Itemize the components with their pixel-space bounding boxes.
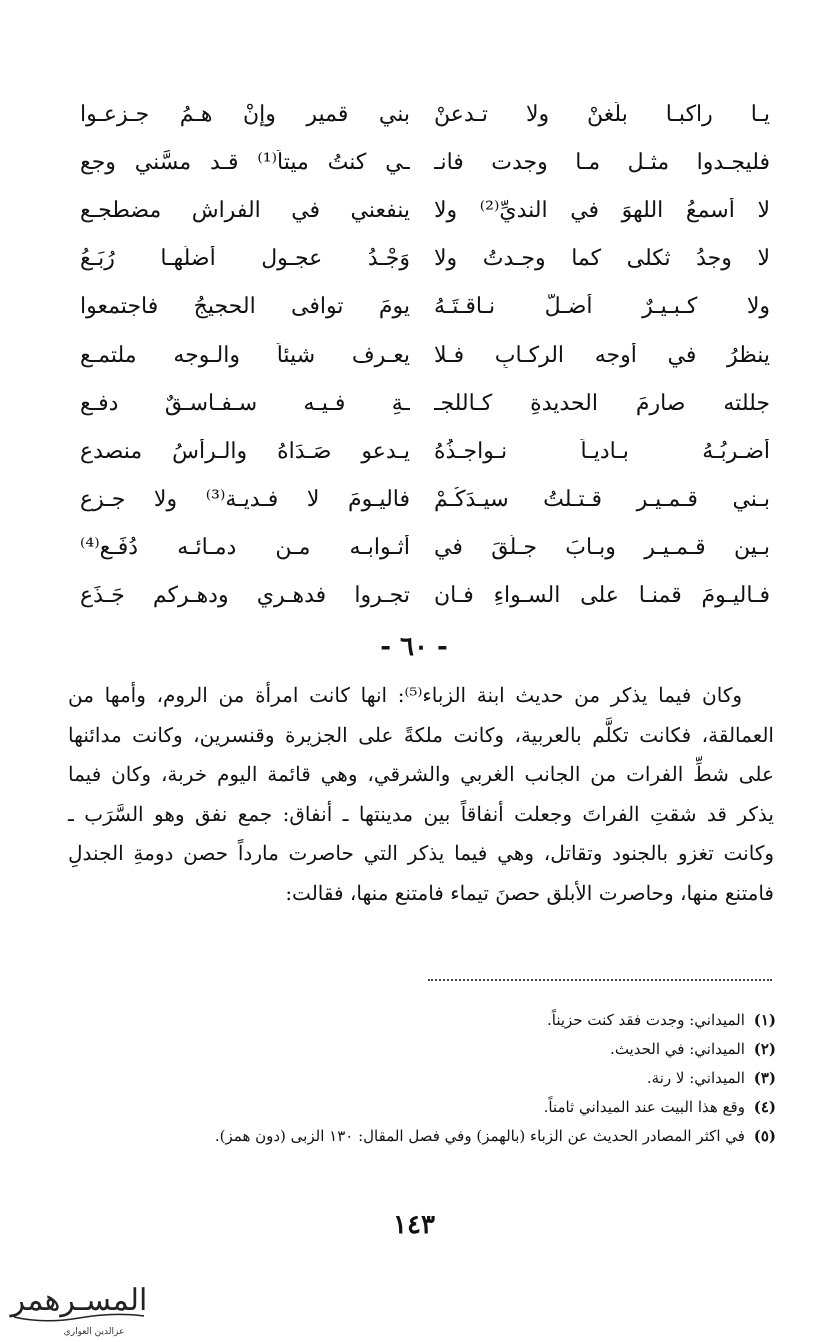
verse-second-hemistich: يـدعو صَـدَاهُ والـرأسُ منصدع — [80, 438, 410, 464]
logo-text: المسـرهمر — [10, 1283, 148, 1318]
footnote-text: في اكثر المصادر الحديث عن الزباء (بالهمز) وفي فصل المقال: ١٣٠ الزبى (دون همز). — [214, 1127, 745, 1145]
footnotes — [76, 1006, 776, 1151]
footnote — [76, 1064, 776, 1093]
footnote-number: (٣) — [753, 1069, 776, 1087]
footnote-number: (١) — [753, 1011, 776, 1029]
footnote-divider — [428, 979, 772, 981]
verse-second-hemistich: يعـرف شيئاً والـوجه ملتمـع — [80, 342, 410, 368]
poem-verse — [80, 138, 770, 186]
verse-second-hemistich: يومَ توافى الحجيجُ فاجتمعوا — [80, 294, 410, 320]
verse-second-hemistich: ـي كنتُ ميتاً⁽¹⁾ قـد مسَّني وجع — [80, 149, 410, 175]
poem-verse — [80, 331, 770, 379]
page-number: ١٤٣ — [393, 1210, 435, 1240]
verse-second-hemistich: بني قمير وإنْ هـمُ جـزعـوا — [80, 101, 410, 127]
footnote — [76, 1035, 776, 1064]
footnote — [76, 1006, 776, 1035]
poem-verse — [80, 476, 770, 524]
verse-first-hemistich: لا أسمعُ اللهوَ في النديِّ⁽²⁾ ولا — [434, 197, 770, 223]
logo-subtext: عزالدين العواري — [63, 1327, 125, 1337]
verse-first-hemistich: فليجـدوا مثـل مـا وجدت فانـ — [434, 149, 770, 175]
section-number: - ٦٠ - — [380, 632, 448, 662]
verse-first-hemistich: بـين قـمـيـر وبـابَ جـلَّقَ في — [434, 535, 770, 561]
verse-first-hemistich: أضـربُـهُ بـاديـاً نـواجـذُهُ — [434, 438, 770, 464]
prose-text: وكان فيما يذكر من حديث ابنة الزباء⁽⁵⁾: انها كانت امرأة من الروم، وأمها من العمالقة، فكانت تكلَّم بالعربية، وكانت ملكةً على الجزيرة وقنسرين، وكانت مدائنها على شطِّ الفرات من الجانب الغربي والشرقي، وهي قائمة اليوم خربة، وكان فيما يذكر قد شقتِ الفراتَ وجعلت أنفاقاً بين مدينتها ـ أنفاق: جمع نفق وهو السَّرَب ـ وكانت تغزو بالجنود وتقاتل، وهي فيما يذكر التي حاصرت مارداً حصن دومةِ الجندلِ فامتنع منها، وحاصرت الأبلق حصنَ تيماء فامتنع منها، فقالت: — [68, 683, 774, 905]
verse-second-hemistich: تجـروا فدهـري ودهـركم جَـذَع — [80, 583, 410, 609]
verse-first-hemistich: ولا كـبـيـرٌ أضـلَّ نـاقـتَـهُ — [434, 294, 770, 320]
verse-second-hemistich: ينفعني في الفراش مضطجـع — [80, 197, 410, 223]
footnote — [76, 1093, 776, 1122]
verse-second-hemistich: فاليـومَ لا فـديـة⁽³⁾ ولا جـزع — [80, 487, 410, 513]
poem-verse — [80, 90, 770, 138]
verse-first-hemistich: جللته صارمَ الحديدةِ كـاللجـ — [434, 390, 770, 416]
library-logo-watermark — [4, 1262, 154, 1340]
poem-verse — [80, 572, 770, 620]
verse-first-hemistich: بـني قـمـيـر قـتـلتُ سيـدَكُـمْ — [434, 487, 770, 513]
poem — [80, 90, 770, 620]
poem-verse — [80, 524, 770, 572]
footnote-number: (٥) — [753, 1127, 776, 1145]
footnote-text: الميداني: في الحديث. — [610, 1040, 745, 1058]
footnote-text: الميداني: لا رنة. — [646, 1069, 745, 1087]
poem-verse — [80, 379, 770, 427]
poem-verse — [80, 283, 770, 331]
poem-verse — [80, 235, 770, 283]
verse-first-hemistich: يـا راكبـا بلِّغنْ ولا تـدعنْ — [434, 101, 770, 127]
prose-paragraph — [68, 676, 774, 913]
footnote-text: الميداني: وجدت فقد كنت حزيناً. — [547, 1011, 745, 1029]
verse-first-hemistich: فـاليـومَ قمنـا على السـواءِ فـان — [434, 583, 770, 609]
verse-first-hemistich: ينظرُ في أوجه الركـابِ فـلا — [434, 342, 770, 368]
verse-first-hemistich: لا وجدُ ثكلى كما وجـدتُ ولا — [434, 246, 770, 272]
footnote-number: (٤) — [753, 1098, 776, 1116]
footnote — [76, 1122, 776, 1151]
verse-second-hemistich: ـةِ فـيـه سـفـاسـقٌ دفـع — [80, 390, 410, 416]
poem-verse — [80, 427, 770, 475]
verse-second-hemistich: وَجْـدُ عجـول أضلَّهـا رُبَـعُ — [80, 246, 410, 272]
poem-verse — [80, 186, 770, 234]
footnote-number: (٢) — [753, 1040, 776, 1058]
footnote-text: وقع هذا البيت عند الميداني ثامناً. — [543, 1098, 745, 1116]
verse-second-hemistich: أثـوابـه مـن دمـائـه دُفَـع⁽⁴⁾ — [80, 535, 410, 561]
